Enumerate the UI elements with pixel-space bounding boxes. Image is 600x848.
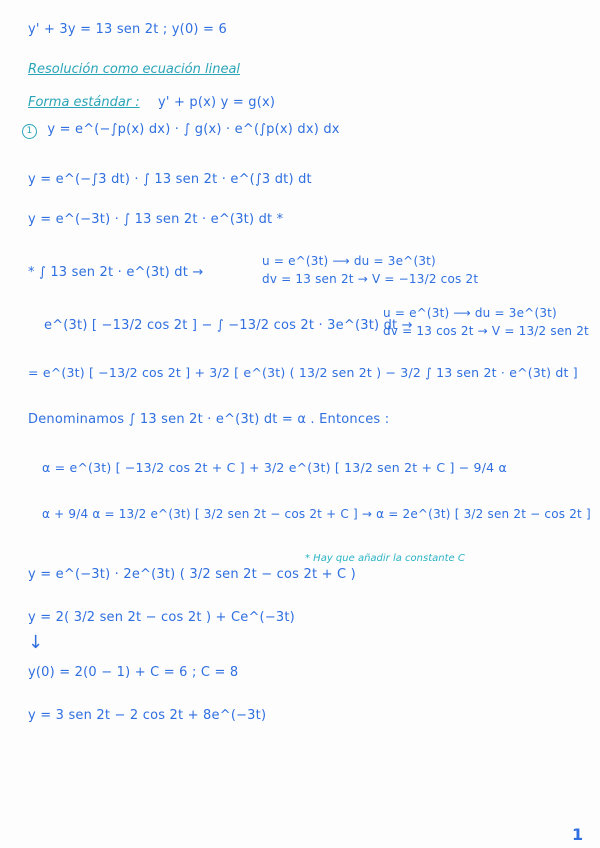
final-solution-line: y = 3 sen 2t − 2 cos 2t + 8e^(−3t) (28, 708, 267, 723)
step-1-line (22, 122, 340, 139)
down-arrow-icon: ↓ (28, 632, 44, 653)
parts-c-substitution-top: u = e^(3t) ⟶ du = 3e^(3t) (262, 254, 436, 268)
constant-note: * Hay que añadir la constante C (305, 553, 465, 564)
expanded-integral-line: = e^(3t) [ −13/2 cos 2t ] + 3/2 [ e^(3t) ( 13/2 sen 2t ) − 3/2 ∫ 13 sen 2t · e^(3t) dt ] (28, 365, 578, 380)
initial-condition-line: y(0) = 2(0 − 1) + C = 6 ; C = 8 (28, 665, 239, 680)
y-general-solution: y = 2( 3/2 sen 2t − cos 2t ) + Ce^(−3t) (28, 610, 295, 625)
parts-line-c: * ∫ 13 sen 2t · e^(3t) dt → (28, 265, 204, 280)
alpha-equation-1: α = e^(3t) [ −13/2 cos 2t + C ] + 3/2 e^(3t) [ 13/2 sen 2t + C ] − 9/4 α (42, 460, 507, 475)
page-number: 1 (572, 825, 584, 844)
standard-form-equation: y' + p(x) y = g(x) (158, 95, 276, 110)
parts-c-substitution-bottom: dv = 13 sen 2t → V = −13/2 cos 2t (262, 272, 479, 286)
heading-linear-method: Resolución como ecuación lineal (28, 62, 241, 77)
integral-line-a: y = e^(−∫3 dt) · ∫ 13 sen 2t · e^(∫3 dt) dt (28, 172, 312, 187)
alpha-equation-2: α + 9/4 α = 13/2 e^(3t) [ 3/2 sen 2t − cos 2t + C ] → α = 2e^(3t) [ 3/2 sen 2t − cos 2t ] (42, 507, 591, 521)
parts-d-substitution-bottom: dv = 13 cos 2t → V = 13/2 sen 2t (383, 324, 589, 338)
parts-d-substitution-top: u = e^(3t) ⟶ du = 3e^(3t) (383, 306, 557, 320)
integral-line-b: y = e^(−3t) · ∫ 13 sen 2t · e^(3t) dt * (28, 212, 284, 227)
standard-form-label: Forma estándar : (28, 95, 140, 110)
y-substituted-line: y = e^(−3t) · 2e^(3t) ( 3/2 sen 2t − cos 2t + C ) (28, 567, 356, 582)
parts-line-d: e^(3t) [ −13/2 cos 2t ] − ∫ −13/2 cos 2t · 3e^(3t) dt → (44, 318, 413, 333)
differential-equation: y' + 3y = 13 sen 2t ; y(0) = 6 (28, 22, 227, 37)
step-number-badge: 1 (22, 124, 37, 139)
denote-alpha-line: Denominamos ∫ 13 sen 2t · e^(3t) dt = α . Entonces : (28, 412, 390, 427)
general-solution-formula: y = e^(−∫p(x) dx) · ∫ g(x) · e^(∫p(x) dx) dx (47, 122, 340, 137)
